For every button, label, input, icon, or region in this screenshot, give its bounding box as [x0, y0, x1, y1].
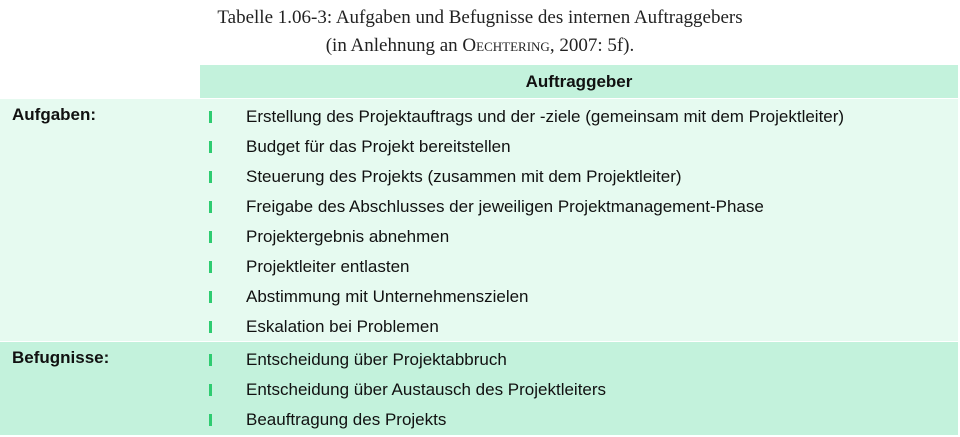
- column-header-auftraggeber: Auftraggeber: [525, 72, 633, 91]
- list-item-text: Eskalation bei Problemen: [246, 317, 439, 336]
- section-title-aufgaben: Aufgaben:: [12, 105, 97, 124]
- list-item-text: Steuerung des Projekts (zusammen mit dem Projektleiter): [246, 167, 682, 186]
- caption-source-suffix: , 2007: 5f).: [549, 35, 635, 56]
- bullet-icon: [209, 354, 212, 366]
- caption-source-prefix: (in Anlehnung an: [325, 35, 463, 56]
- list-item-text: Freigabe des Abschlusses der jeweiligen Projektmanagement-Phase: [246, 197, 764, 216]
- bullet-icon: [209, 231, 212, 243]
- bullet-icon: [209, 384, 212, 396]
- section-befugnisse: [0, 342, 958, 435]
- table-caption: [0, 4, 960, 60]
- bullet-icon: [209, 321, 212, 333]
- list-item-text: Erstellung des Projektauftrags und der -ziele (gemeinsam mit dem Projektleiter): [246, 107, 845, 126]
- list-item-text: Entscheidung über Austausch des Projektleiters: [246, 380, 607, 399]
- caption-title: Tabelle 1.06-3: Aufgaben und Befugnisse des internen Auftraggebers: [217, 7, 743, 28]
- list-item-text: Entscheidung über Projektabbruch: [246, 350, 507, 369]
- bullet-icon: [209, 141, 212, 153]
- caption-source: [0, 32, 960, 60]
- list-item-text: Beauftragung des Projekts: [246, 410, 447, 429]
- table-header: [200, 65, 958, 99]
- list-item-text: Projektleiter entlasten: [246, 257, 410, 276]
- bullet-icon: [209, 291, 212, 303]
- bullet-icon: [209, 111, 212, 123]
- list-item-text: Budget für das Projekt bereitstellen: [246, 137, 511, 156]
- bullet-icon: [209, 171, 212, 183]
- bullet-icon: [209, 261, 212, 273]
- list-item-text: Projektergebnis abnehmen: [246, 227, 450, 246]
- caption-source-author: Oechtering: [462, 35, 550, 56]
- section-title-befugnisse: Befugnisse:: [12, 348, 110, 367]
- list-item-text: Abstimmung mit Unternehmenszielen: [246, 287, 529, 306]
- section-aufgaben: [0, 99, 958, 341]
- bullet-icon: [209, 201, 212, 213]
- bullet-icon: [209, 414, 212, 426]
